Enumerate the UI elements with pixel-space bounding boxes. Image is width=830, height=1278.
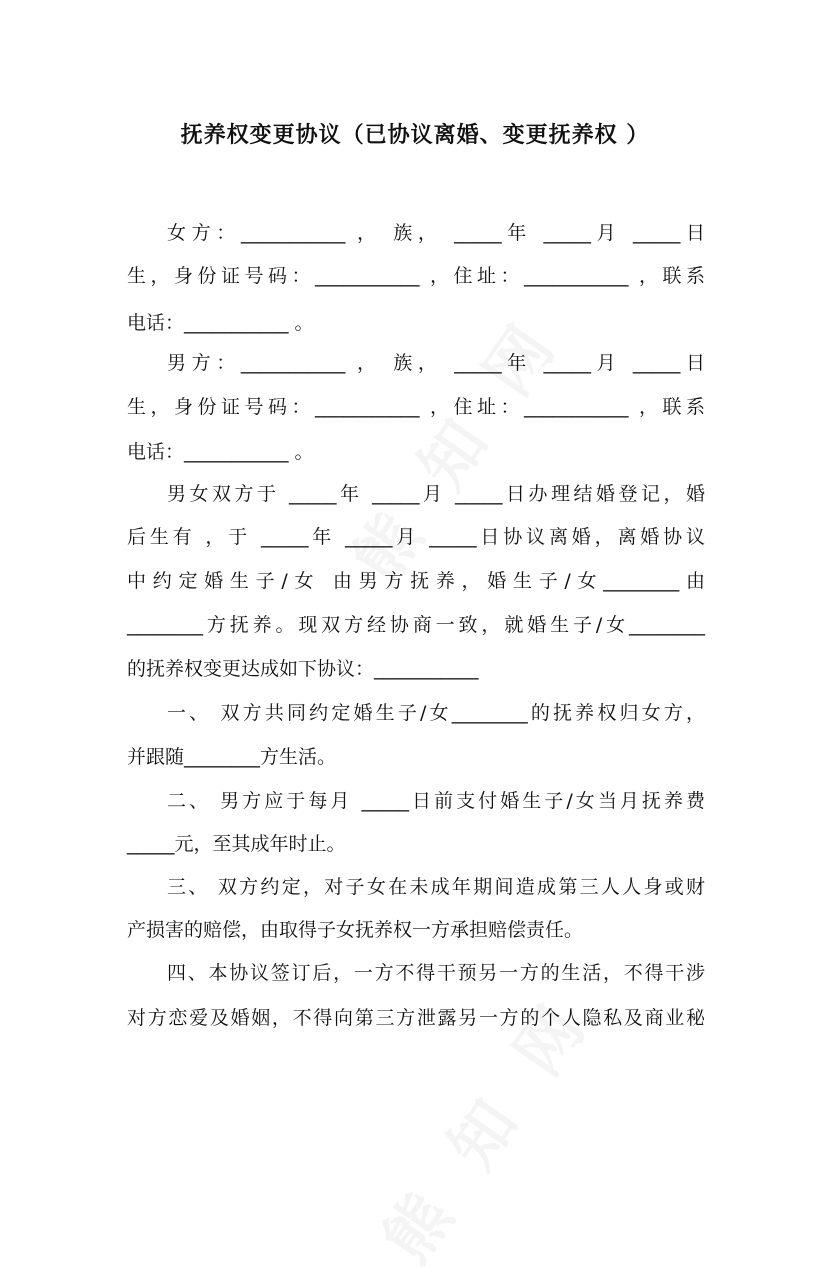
paragraph-line: 后生有 ，于 _____年 _____月 _____日协议离婚，离婚协议 xyxy=(127,526,705,548)
paragraph-line: 一、 双方共同约定婚生子/女________的抚养权归女方， xyxy=(167,702,705,724)
paragraph-line: 产损害的赔偿，由取得子女抚养权一方承担赔偿责任。 xyxy=(127,919,584,941)
paragraph-line: 男方：___________ ， 族， _____年 _____月 _____日 xyxy=(167,352,705,374)
paragraph-line: 男女双方于 _____年 _____月 _____日办理结婚登记，婚 xyxy=(167,483,705,505)
paragraph-line: 四、本协议签订后，一方不得干预另一方的生活，不得干涉 xyxy=(167,962,705,984)
paragraph-line: 并跟随________方生活。 xyxy=(127,746,337,768)
document-title: 抚养权变更协议（已协议离婚、变更抚养权 ） xyxy=(180,123,650,148)
paragraph-line: 三、 双方约定，对子女在未成年期间造成第三人人身或财 xyxy=(167,876,705,898)
paragraph-line: 电话：___________ 。 xyxy=(127,312,314,334)
paragraph-line: ________方抚养。现双方经协商一致，就婚生子/女________ xyxy=(127,614,705,636)
paragraph-line: 生，身份证号码：___________ ，住址：___________ ，联系 xyxy=(127,265,705,287)
paragraph-line: 二、 男方应于每月 _____日前支付婚生子/女当月抚养费 xyxy=(167,790,705,812)
paragraph-line: 对方恋爱及婚姻，不得向第三方泄露另一方的个人隐私及商业秘 xyxy=(127,1007,705,1029)
paragraph-line: 生，身份证号码：___________ ，住址：___________ ，联系 xyxy=(127,396,705,418)
paragraph-line: 电话：___________ 。 xyxy=(127,441,314,463)
paragraph-line: 的抚养权变更达成如下协议：___________ xyxy=(127,658,479,680)
paragraph-line: _____元，至其成年时止。 xyxy=(127,833,346,855)
paragraph-line: 中约定婚生子/女 由男方抚养，婚生子/女________由 xyxy=(127,570,705,592)
paragraph-line: 女方：___________ ， 族， _____年 _____月 _____日 xyxy=(167,222,705,244)
